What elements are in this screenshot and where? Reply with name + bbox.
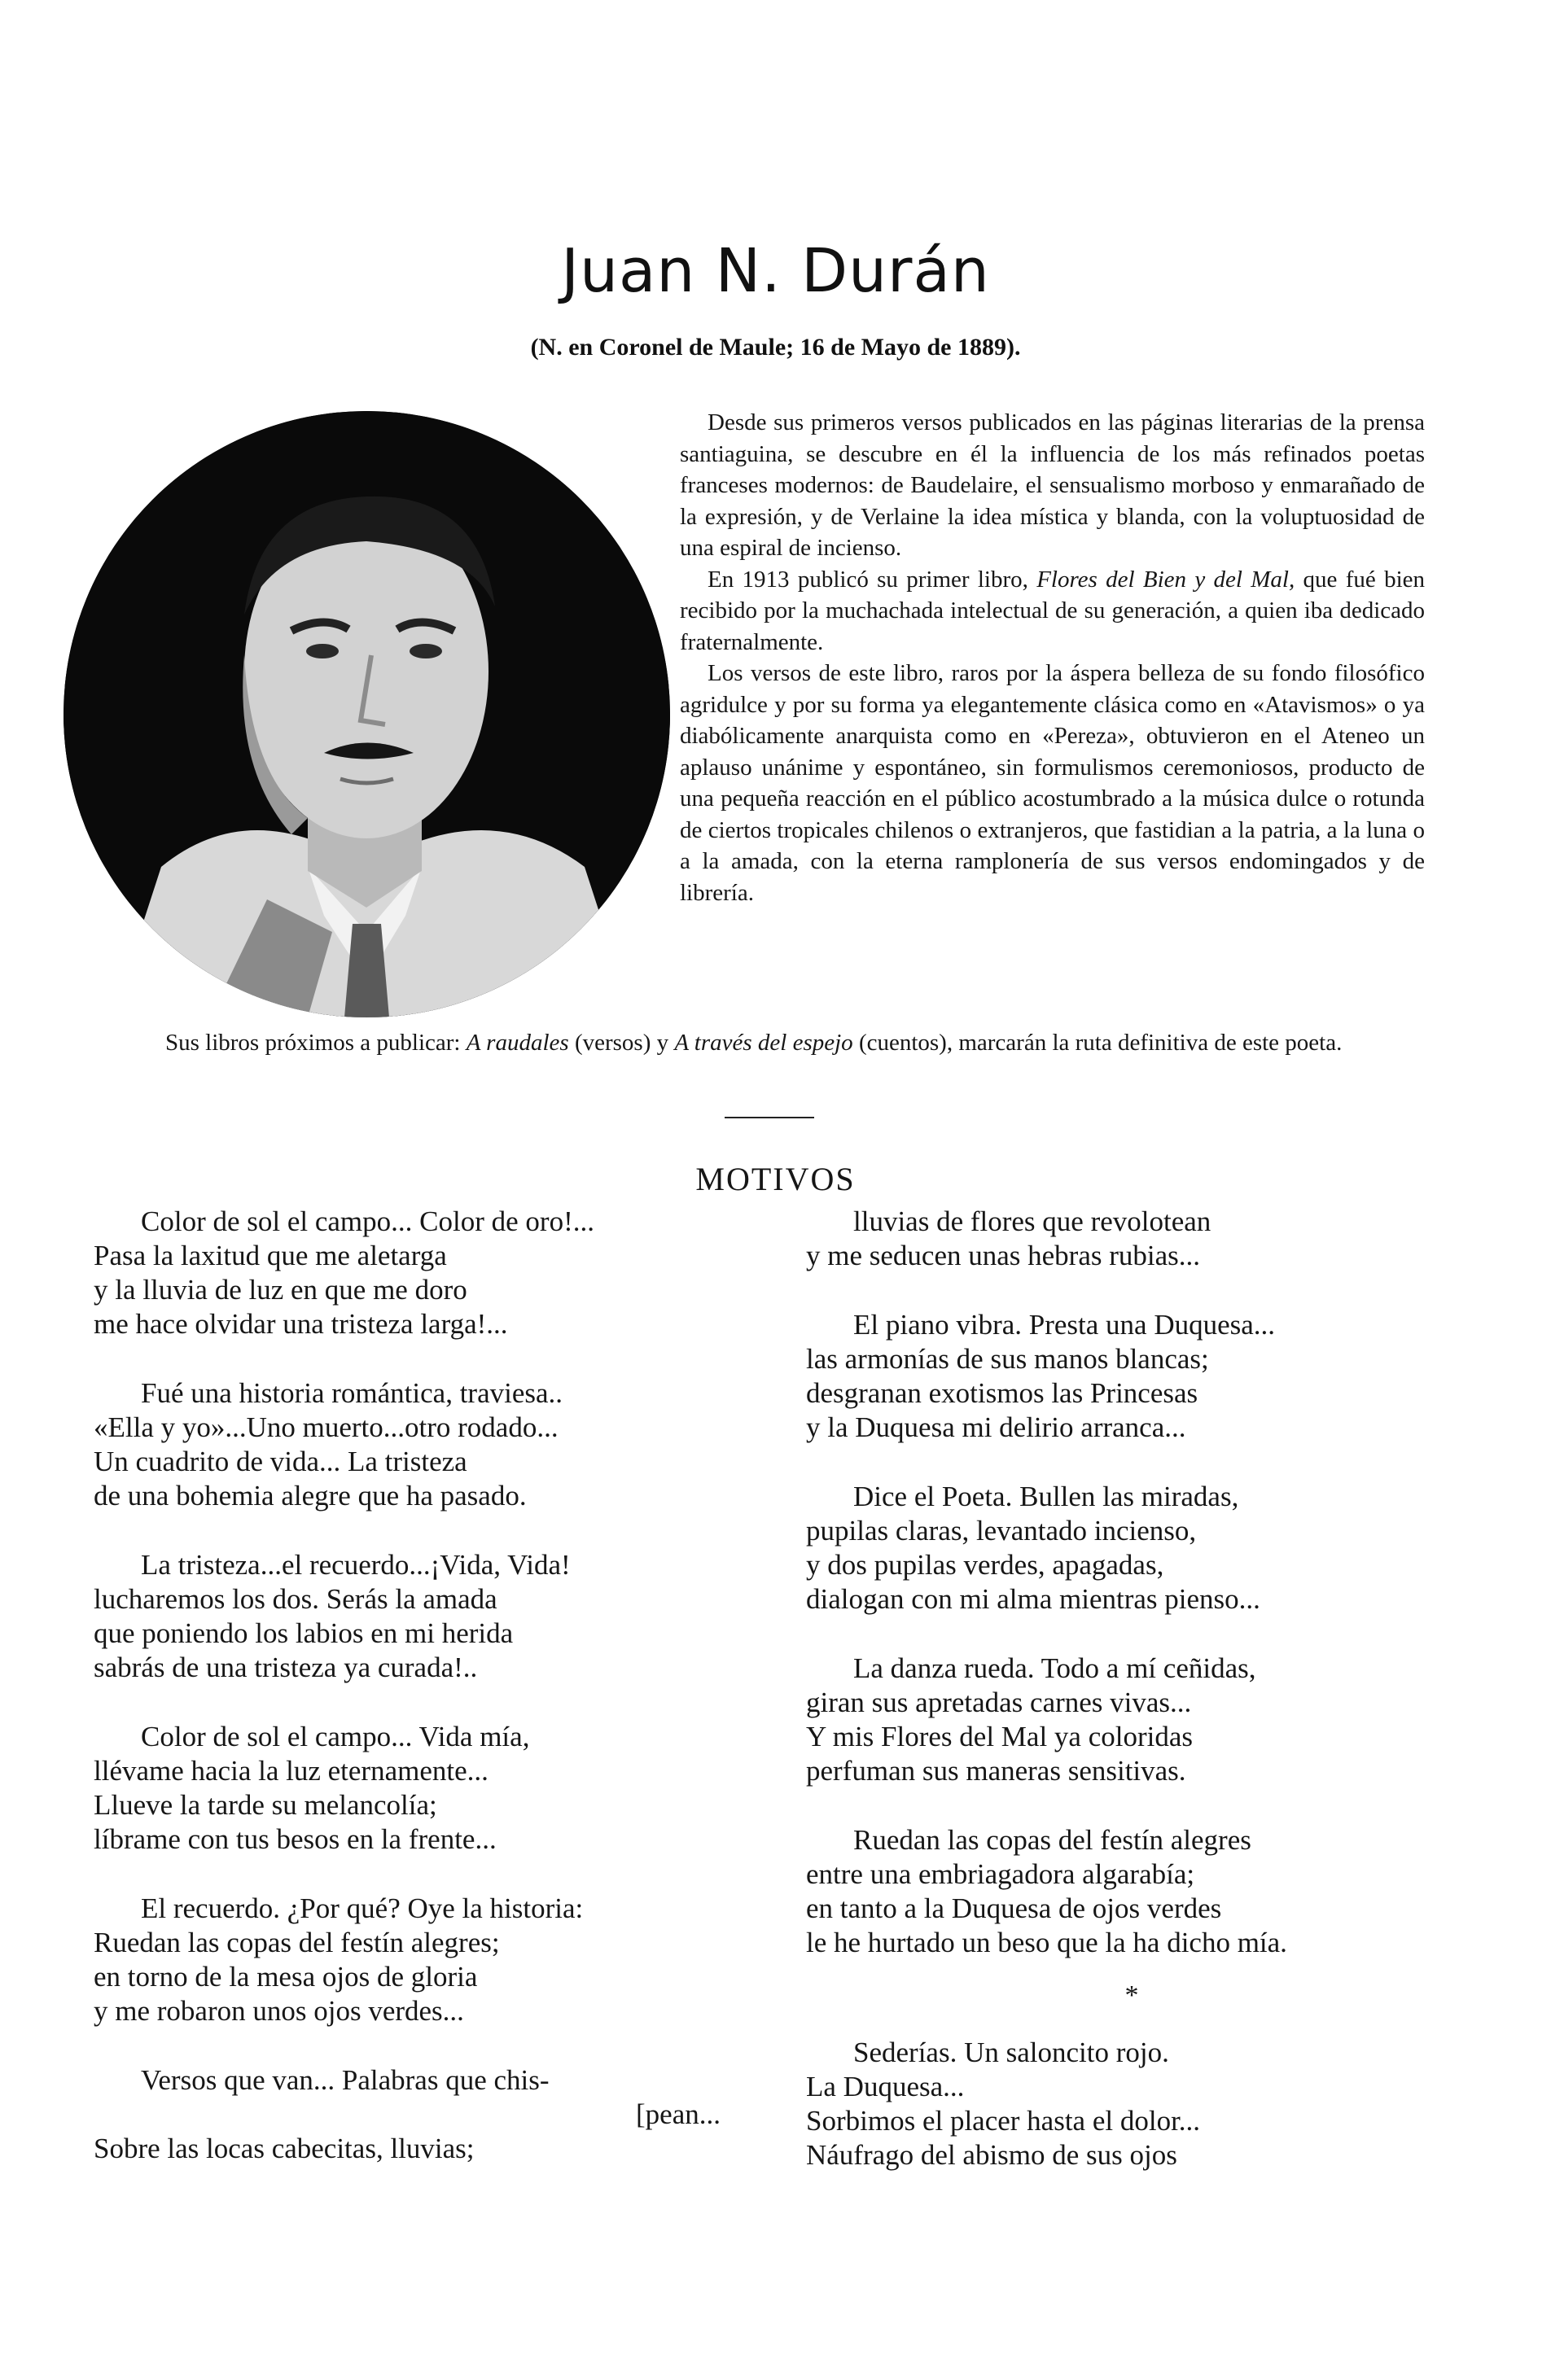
- poem-stanza: [94, 1720, 737, 1857]
- poem-line: me hace olvidar una tristeza larga!...: [94, 1308, 508, 1340]
- bio-paragraph: [680, 564, 1425, 658]
- poem-line: líbrame con tus besos en la frente...: [94, 1823, 497, 1855]
- poem-stanza: [806, 1823, 1457, 1960]
- poem-line: La Duquesa...: [806, 2071, 965, 2102]
- poem-line: Llueve la tarde su melancolía;: [94, 1789, 437, 1821]
- author-portrait: [64, 411, 670, 1017]
- poem-stanza: [806, 2036, 1457, 2172]
- bio-paragraph: [85, 1027, 1425, 1058]
- book-title: Flores del Bien y del Mal,: [1036, 566, 1295, 593]
- poem-line: Fué una historia romántica, traviesa..: [141, 1377, 563, 1409]
- poem-line: Pasa la laxitud que me aletarga: [94, 1240, 447, 1271]
- poem-line: desgranan exotismos las Princesas: [806, 1377, 1198, 1409]
- poem-line: [pean...: [636, 2098, 721, 2130]
- poem-line: de una bohemia alegre que ha pasado.: [94, 1480, 527, 1512]
- book-title: A través del espejo: [674, 1030, 853, 1056]
- portrait-image: [64, 411, 670, 1017]
- poem-stanza: [94, 1376, 737, 1513]
- page-title: Juan N. Durán: [561, 236, 990, 306]
- bio-paragraph: Desde sus primeros versos publicados en las páginas literarias de la prensa santiaguina, se descubre en él la influencia de los más refinados poetas franceses modernos: de Baudelaire, el sensualismo morboso y enmarañado de la expresión, y de Verlaine la idea mística y blanda, con la voluptuosidad de una espiral de incienso.: [680, 409, 1425, 561]
- poem-line: Ruedan las copas del festín alegres: [853, 1824, 1251, 1856]
- poem-line: lucharemos los dos. Serás la amada: [94, 1583, 497, 1615]
- poem-line: dialogan con mi alma mientras pienso...: [806, 1583, 1260, 1615]
- poem-stanza: [806, 1308, 1457, 1445]
- poem-line: en torno de la mesa ojos de gloria: [94, 1961, 478, 1993]
- poem-line: sabrás de una tristeza ya curada!..: [94, 1652, 478, 1683]
- poem-line: pupilas claras, levantado incienso,: [806, 1515, 1197, 1547]
- poem-line: y me seducen unas hebras rubias...: [806, 1240, 1201, 1271]
- stanza-separator: *: [1124, 1980, 1139, 2010]
- poem-line: Sederías. Un saloncito rojo.: [853, 2037, 1169, 2068]
- bio-paragraph: Los versos de este libro, raros por la áspera belleza de su fondo filosófico agridulce y por su forma ya elegantemente clásica como en «Atavismos» o ya diabólicamente anarquista como en «Pereza», obtuvieron en el Ateneo un aplauso unánime y espontáneo, sin formulismos ceremoniosos, producto de una pequeña reacción en el público acostumbrado a la música dulce o rotunda de ciertos tropicales chilenos o extranjeros, que fastidian a la patria, a la luna o a la amada, con la eterna ramplonería de sus versos endomingados y de librería.: [680, 660, 1425, 906]
- poem-stanza: [94, 2063, 737, 2166]
- poem-line: Dice el Poeta. Bullen las miradas,: [853, 1481, 1239, 1512]
- birth-info: (N. en Coronel de Maule; 16 de Mayo de 1889).: [530, 334, 1021, 361]
- poem-line: llévame hacia la luz eternamente...: [94, 1755, 489, 1787]
- poem-line: Y mis Flores del Mal ya coloridas: [806, 1721, 1194, 1752]
- poem-line: El recuerdo. ¿Por qué? Oye la historia:: [141, 1892, 584, 1924]
- poem-line: y me robaron unos ojos verdes...: [94, 1995, 464, 2027]
- poem-line: Versos que van... Palabras que chis-: [141, 2064, 550, 2096]
- poem-title: MOTIVOS: [695, 1161, 856, 1197]
- poem-stanza: [94, 1892, 737, 2028]
- bio-text: (cuentos), marcarán la ruta definitiva de este poeta.: [858, 1030, 1343, 1056]
- biography-tail: [85, 1027, 1425, 1058]
- biography: [680, 407, 1425, 908]
- poem-line: lluvias de flores que revolotean: [853, 1205, 1211, 1237]
- bio-text: Sus libros próximos a publicar:: [165, 1030, 461, 1056]
- poem-line: Color de sol el campo... Color de oro!...: [141, 1205, 594, 1237]
- bio-text: (versos) y: [574, 1030, 669, 1056]
- bio-text: que fué bien recibido por la muchachada intelectual de su generación, a quien iba dedicado fraternalmente.: [680, 566, 1425, 655]
- poem-line: Color de sol el campo... Vida mía,: [141, 1721, 530, 1752]
- poem-stanza: [806, 1205, 1457, 1273]
- poem-line: entre una embriagadora algarabía;: [806, 1858, 1195, 1890]
- poem-line: Sobre las locas cabecitas, lluvias;: [94, 2133, 475, 2164]
- poem-line: le he hurtado un beso que la ha dicho mía.: [806, 1927, 1287, 1958]
- poem-line: El piano vibra. Presta una Duquesa...: [853, 1309, 1276, 1341]
- poem-line: las armonías de sus manos blancas;: [806, 1343, 1209, 1375]
- poem-line: Sorbimos el placer hasta el dolor...: [806, 2105, 1201, 2137]
- poem-line: giran sus apretadas carnes vivas...: [806, 1687, 1192, 1718]
- section-divider: [725, 1117, 814, 1118]
- poem-line: en tanto a la Duquesa de ojos verdes: [806, 1892, 1222, 1924]
- poem-stanza: [806, 1652, 1457, 1788]
- poem-line: y la lluvia de luz en que me doro: [94, 1274, 467, 1306]
- poem-line: La tristeza...el recuerdo...¡Vida, Vida!: [141, 1549, 571, 1581]
- bio-text: En 1913 publicó su primer libro,: [708, 566, 1028, 593]
- poem-stanza: [94, 1548, 737, 1685]
- poem-stanza: [806, 1480, 1457, 1617]
- poem-line: perfuman sus maneras sensitivas.: [806, 1755, 1186, 1787]
- poem-line: La danza rueda. Todo a mí ceñidas,: [853, 1652, 1256, 1684]
- poem-line: y dos pupilas verdes, apagadas,: [806, 1549, 1164, 1581]
- poem-line: que poniendo los labios en mi herida: [94, 1617, 514, 1649]
- poem-line: Náufrago del abismo de sus ojos: [806, 2139, 1177, 2171]
- poem-line: «Ella y yo»...Uno muerto...otro rodado...: [94, 1411, 559, 1443]
- poem-line: Ruedan las copas del festín alegres;: [94, 1927, 500, 1958]
- book-title: A raudales: [466, 1030, 569, 1056]
- poem-line: y la Duquesa mi delirio arranca...: [806, 1411, 1186, 1443]
- poem-column-left: [94, 1205, 737, 2201]
- poem-stanza: [94, 1205, 737, 1341]
- poem-line: Un cuadrito de vida... La tristeza: [94, 1446, 467, 1477]
- poem-column-right: [806, 1205, 1457, 2207]
